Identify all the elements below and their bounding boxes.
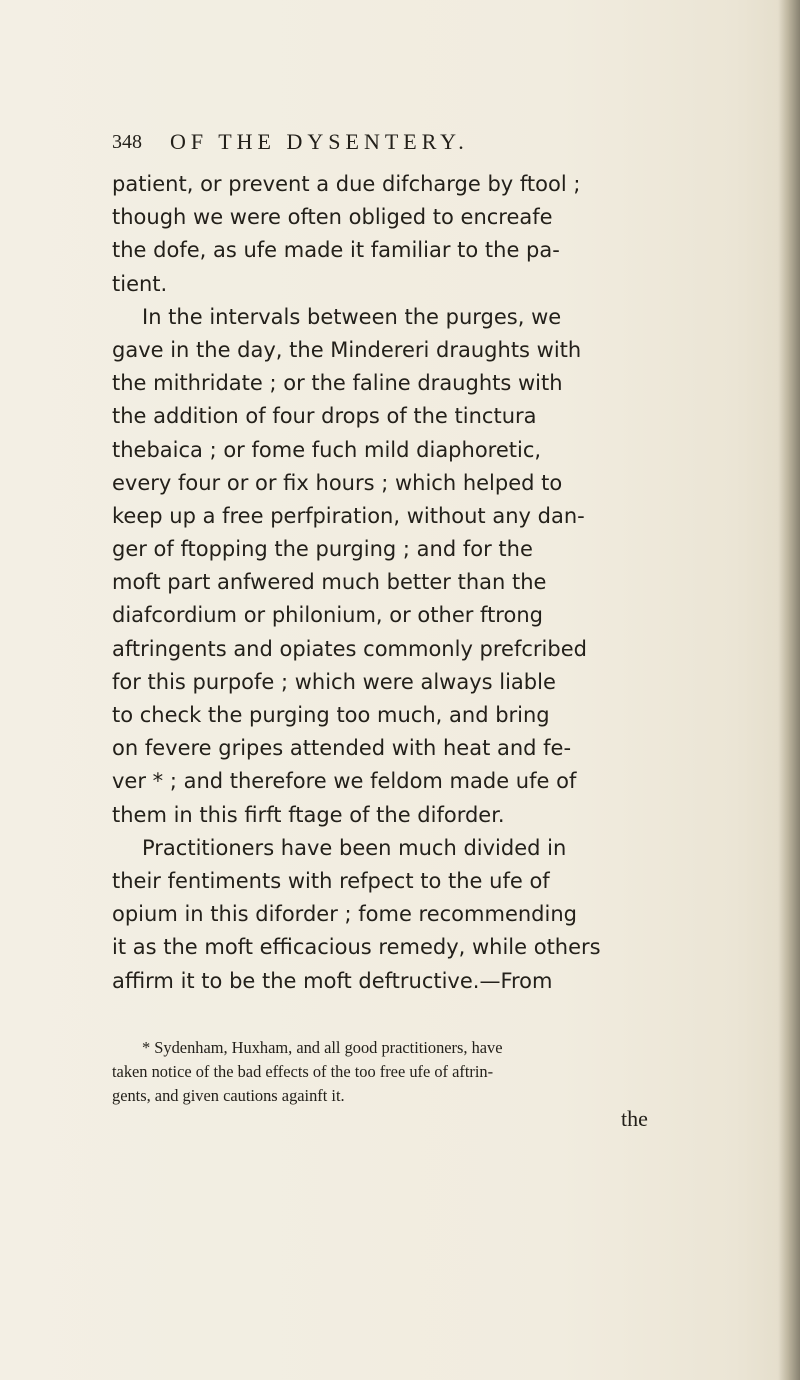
text-line: opium in this diforder ; fome recommending (112, 902, 577, 927)
text-line: keep up a free perfpiration, without any dan- (112, 503, 585, 528)
text-line: tient. (112, 271, 168, 296)
text-line: Practitioners have been much divided in (142, 835, 567, 860)
text-line: the dofe, as ufe made it familiar to the pa- (112, 238, 560, 263)
text-line: their fentiments with refpect to the ufe of (112, 868, 550, 893)
text-line: gave in the day, the Mindereri draughts with (112, 337, 582, 362)
text-line: patient, or prevent a due difcharge by ftool ; (112, 172, 581, 196)
text-line: it as the moft efficacious remedy, while others (112, 935, 601, 960)
page-edge-shadow (778, 0, 800, 1380)
body-text (112, 168, 752, 998)
text-line: to check the purging too much, and bring (112, 703, 550, 727)
footnote (112, 1036, 752, 1108)
text-line: though we were often obliged to encreafe (112, 205, 553, 230)
text-line: thebaica ; or fome fuch mild diaphoretic, (112, 437, 542, 462)
page-number: 348 (112, 131, 142, 153)
text-line: diafcordium or philonium, or other ftrong (112, 603, 543, 628)
text-line: In the intervals between the purges, we (142, 304, 562, 329)
text-line: on fevere gripes attended with heat and fe- (112, 736, 572, 761)
text-line: moft part anfwered much better than the (112, 570, 547, 595)
text-line: them in this firft ftage of the diforder. (112, 802, 505, 827)
footnote-line: * Sydenham, Huxham, and all good practitioners, have (142, 1038, 503, 1057)
running-title: OF THE DYSENTERY. (170, 129, 469, 154)
text-line: for this purpofe ; which were always liable (112, 669, 556, 694)
catchword: the (621, 1106, 648, 1131)
footnote-line: taken notice of the bad effects of the too free ufe of aftrin- (112, 1062, 494, 1081)
text-line: aftringents and opiates commonly prefcribed (112, 636, 587, 661)
text-line: the mithridate ; or the faline draughts with (112, 371, 563, 396)
text-line: ger of ftopping the purging ; and for the (112, 537, 533, 562)
text-line: the addition of four drops of the tinctura (112, 404, 537, 429)
text-line: every four or or fix hours ; which helped to (112, 470, 563, 495)
text-line: ver * ; and therefore we feldom made ufe of (112, 769, 577, 794)
text-line: affirm it to be the moft deftructive.—From (112, 968, 553, 993)
page-header (112, 127, 732, 157)
footnote-line: gents, and given cautions againft it. (112, 1086, 345, 1105)
